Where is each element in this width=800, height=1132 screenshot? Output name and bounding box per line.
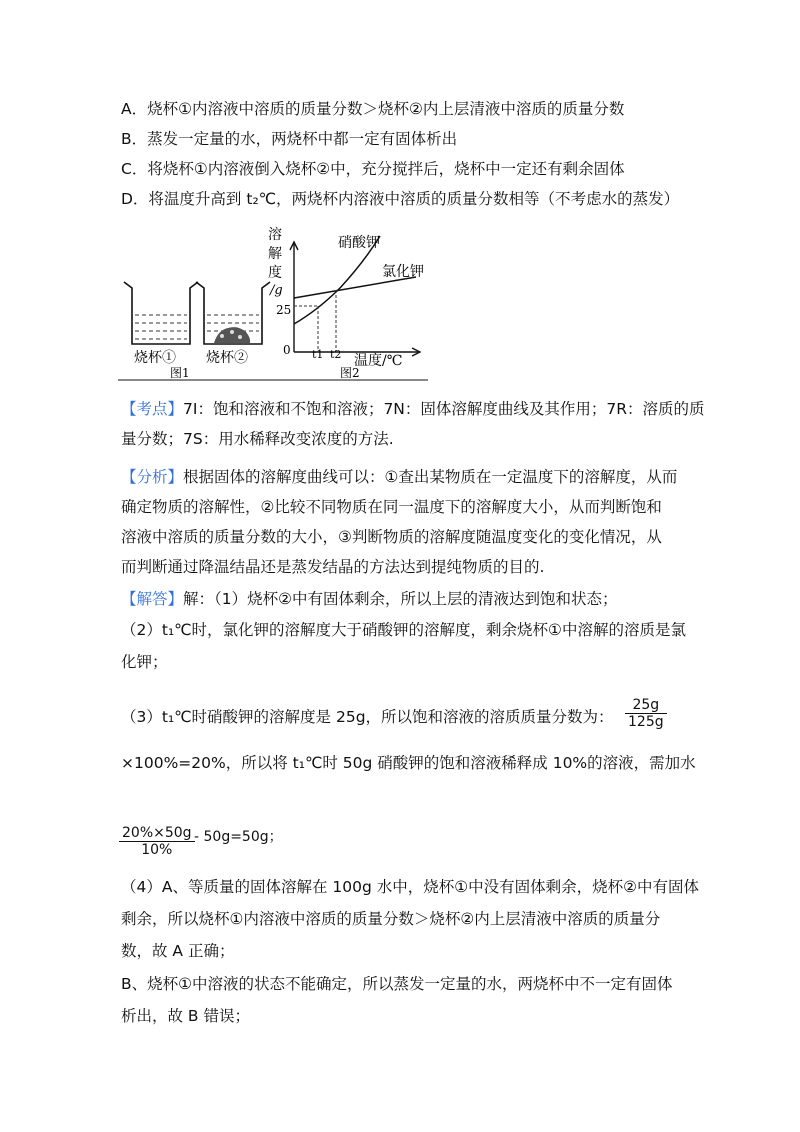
y-label-1: 溶 xyxy=(268,227,282,243)
y-tick-25: 25 xyxy=(276,303,292,317)
y-label-2: 解 xyxy=(268,246,282,262)
option-c: C．将烧杯①内溶液倒入烧杯②中，充分搅拌后，烧杯中一定还有剩余固体 xyxy=(121,160,625,178)
jieda-line-5: ×100%=20%，所以将 t₁℃时 50g 硝酸钾的饱和溶液稀释成 10%的溶液，需加水 xyxy=(121,754,696,772)
fraction-denominator: 125g xyxy=(628,714,664,730)
jieda-line-7: （4）A、等质量的固体溶解在 100g 水中，烧杯①中没有固体剩余，烧杯②中有固体 xyxy=(121,878,700,896)
option-b: B．蒸发一定量的水，两烧杯中都一定有固体析出 xyxy=(121,130,458,148)
option-d: D．将温度升高到 t₂℃，两烧杯内溶液中溶质的质量分数相等（不考虑水的蒸发） xyxy=(121,190,680,208)
x-axis-label: 温度/℃ xyxy=(354,353,403,369)
fenxi-line-4: 而判断通过降温结晶还是蒸发结晶的方法达到提纯物质的目的. xyxy=(121,558,545,576)
jieda-line-3: 化钾； xyxy=(121,653,168,671)
fig2-caption: 图2 xyxy=(340,366,360,380)
fraction-denominator: 10% xyxy=(141,842,173,858)
jieda-line-8: 剩余，所以烧杯①内溶液中溶质的质量分数＞烧杯②内上层清液中溶质的质量分 xyxy=(121,910,661,928)
fenxi-line-3: 溶液中溶质的质量分数的大小，③判断物质的溶解度随温度变化的变化情况，从 xyxy=(121,528,662,546)
fenxi-line-1: 【分析】根据固体的溶解度曲线可以：①查出某物质在一定温度下的溶解度，从而 xyxy=(121,468,678,486)
beaker-2-icon xyxy=(196,282,270,344)
option-a: A．烧杯①内溶液中溶质的质量分数＞烧杯②内上层清液中溶质的质量分数 xyxy=(121,100,625,118)
fraction-25g-over-125g xyxy=(625,697,667,730)
jieda-line-6: - 50g=50g； xyxy=(194,829,283,845)
y-label-3: 度 xyxy=(268,265,282,281)
kaodian-line-1: 【考点】7I：饱和溶液和不饱和溶液；7N：固体溶解度曲线及其作用；7R：溶质的质 xyxy=(121,400,705,418)
fenxi-line-2: 确定物质的溶解性，②比较不同物质在同一温度下的溶解度大小，从而判断饱和 xyxy=(121,498,662,516)
beaker-2-label: 烧杯② xyxy=(206,350,248,366)
fraction-numerator: 25g xyxy=(625,697,667,714)
x-tick-t2: t2 xyxy=(330,348,342,361)
fenxi-tag: 【分析】 xyxy=(121,468,184,486)
kaodian-line-2: 量分数；7S：用水稀释改变浓度的方法. xyxy=(121,430,394,448)
fig1-caption: 图1 xyxy=(170,366,190,380)
beaker-1-icon xyxy=(124,282,198,344)
series-kcl-label: 氯化钾 xyxy=(382,264,424,280)
kaodian-tag: 【考点】 xyxy=(121,400,184,418)
series-kno3-label: 硝酸钾 xyxy=(338,235,380,251)
fraction-numerator: 20%×50g xyxy=(119,825,195,842)
solubility-graph xyxy=(290,236,420,356)
jieda-tag: 【解答】 xyxy=(121,590,184,608)
y-label-unit: /g xyxy=(270,283,283,298)
jieda-line-2: （2）t₁℃时，氯化钾的溶解度大于硝酸钾的溶解度，剩余烧杯①中溶解的溶质是氯 xyxy=(121,621,686,639)
beaker-1-label: 烧杯① xyxy=(134,350,176,366)
jieda-line-1: 【解答】解：（1）烧杯②中有固体剩余，所以上层的清液达到饱和状态； xyxy=(121,590,618,608)
jieda-line-10: B、烧杯①中溶液的状态不能确定，所以蒸发一定量的水，两烧杯中不一定有固体 xyxy=(121,975,673,993)
fraction-dilution xyxy=(119,825,195,858)
jieda-line-4: （3）t₁℃时硝酸钾的溶解度是 25g，所以饱和溶液的溶质质量分数为： xyxy=(121,708,614,726)
jieda-line-9: 数，故 A 正确； xyxy=(121,942,235,960)
x-tick-t1: t1 xyxy=(312,348,324,361)
jieda-line-11: 析出，故 B 错误； xyxy=(121,1007,250,1025)
origin-label: 0 xyxy=(283,343,291,357)
figure xyxy=(118,222,433,387)
